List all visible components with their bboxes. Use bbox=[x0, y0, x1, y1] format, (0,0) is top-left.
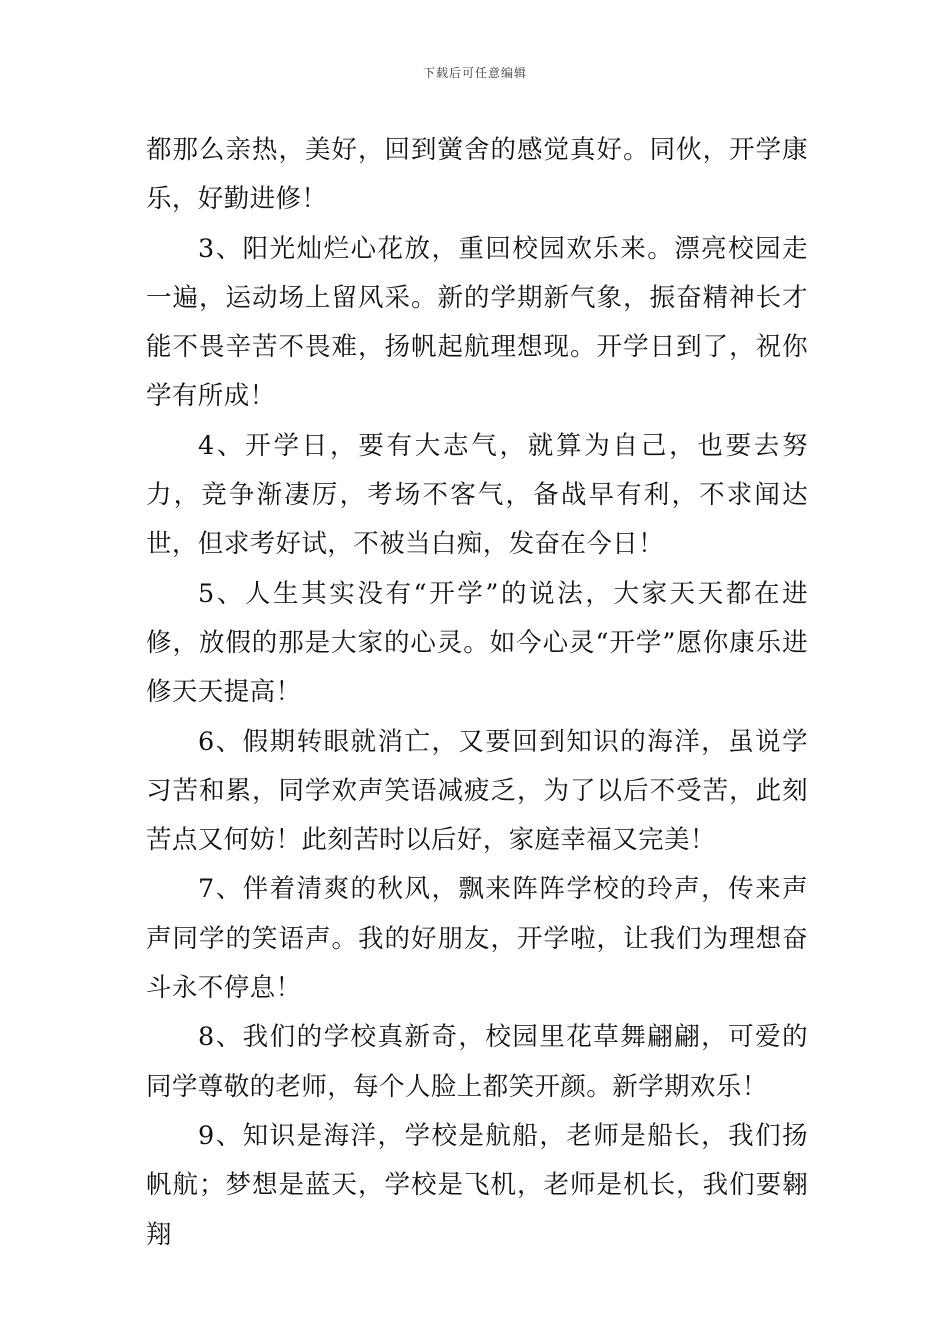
paragraph-1: 都那么亲热，美好，回到黉舍的感觉真好。同伙，开学康乐，好勤进修！ bbox=[146, 135, 808, 215]
paragraph-8: 9、知识是海洋，学校是航船，老师是船长，我们扬帆航；梦想是蓝天，学校是飞机，老师是机长，我们要翱翔 bbox=[146, 1120, 808, 1250]
paragraph-3: 4、开学日，要有大志气，就算为自己，也要去努力，竞争渐凄厉，考场不客气，备战早有利，不求闻达世，但求考好试，不被当白痴，发奋在今日！ bbox=[146, 430, 808, 560]
paragraph-4: 5、人生其实没有“开学”的说法，大家天天都在进修，放假的那是大家的心灵。如今心灵“开学”愿你康乐进修天天提高！ bbox=[146, 578, 808, 708]
paragraph-7: 8、我们的学校真新奇，校园里花草舞翩翩，可爱的同学尊敬的老师，每个人脸上都笑开颜。新学期欢乐！ bbox=[146, 1022, 808, 1102]
paragraph-5: 6、假期转眼就消亡，又要回到知识的海洋，虽说学习苦和累，同学欢声笑语减疲乏，为了以后不受苦，此刻苦点又何妨！此刻苦时以后好，家庭幸福又完美！ bbox=[146, 726, 808, 856]
paragraph-2: 3、阳光灿烂心花放，重回校园欢乐来。漂亮校园走一遍，运动场上留风采。新的学期新气象，振奋精神长才能不畏辛苦不畏难，扬帆起航理想现。开学日到了，祝你学有所成！ bbox=[146, 233, 808, 412]
paragraph-6: 7、伴着清爽的秋风，飘来阵阵学校的玲声，传来声声同学的笑语声。我的好朋友，开学啦，让我们为理想奋斗永不停息！ bbox=[146, 874, 808, 1004]
page-header: 下载后可任意编辑 bbox=[422, 66, 527, 80]
document-body bbox=[146, 126, 808, 1260]
